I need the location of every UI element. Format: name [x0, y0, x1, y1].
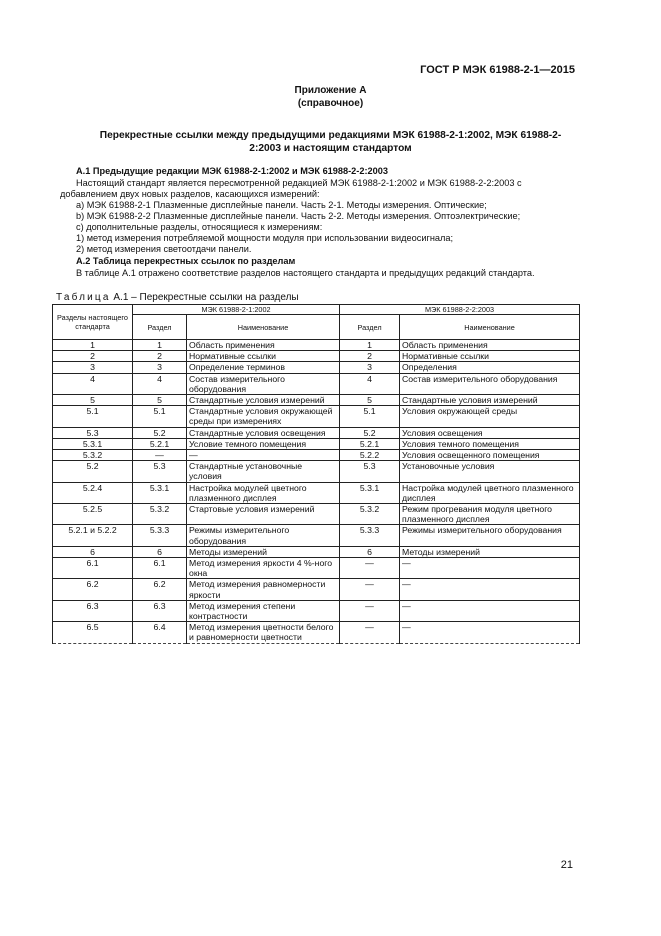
cell-current-section: 5.3.2 — [53, 450, 133, 461]
cell-name-2003: — — [400, 579, 580, 600]
cell-section-2002: 5.2.1 — [133, 438, 187, 449]
cell-section-2003: 5.3.2 — [340, 504, 400, 525]
cell-section-2002: 5.3.1 — [133, 482, 187, 503]
cell-current-section: 5.3 — [53, 427, 133, 438]
cell-section-2003: 6 — [340, 546, 400, 557]
cell-section-2003: 5.2.1 — [340, 438, 400, 449]
table-row — [53, 600, 580, 621]
cell-current-section: 5.3.1 — [53, 438, 133, 449]
cell-name-2002: — — [187, 450, 340, 461]
cell-section-2002: 6.4 — [133, 622, 187, 643]
header-name: Наименование — [187, 315, 340, 340]
table-row — [53, 525, 580, 546]
cell-section-2003: 2 — [340, 351, 400, 362]
cell-section-2003: 1 — [340, 340, 400, 351]
cell-name-2003: Условия окружающей среды — [400, 406, 580, 427]
cell-name-2002: Нормативные ссылки — [187, 351, 340, 362]
table-row — [53, 546, 580, 557]
table-row — [53, 438, 580, 449]
cell-name-2002: Стандартные условия освещения — [187, 427, 340, 438]
cell-section-2003: 5 — [340, 395, 400, 406]
list-item: 1) метод измерения потребляемой мощности модуля при использовании видеосигнала; — [76, 233, 454, 243]
table-row — [53, 373, 580, 394]
paragraph-line: добавлением двух новых разделов, касающихся измерений: — [60, 189, 320, 199]
cell-section-2003: — — [340, 579, 400, 600]
list-item: 2) метод измерения светоотдачи панели. — [76, 244, 252, 254]
paragraph-line: Настоящий стандарт является пересмотренной редакцией МЭК 61988-2-1:2002 и МЭК 61988-2-2:2003 с — [76, 178, 522, 188]
cell-name-2002: Метод измерения яркости 4 %-ного окна — [187, 558, 340, 579]
page-title-line: 2:2003 и настоящим стандартом — [249, 143, 412, 154]
cell-current-section: 6.1 — [53, 558, 133, 579]
table-row — [53, 427, 580, 438]
document-code: ГОСТ Р МЭК 61988-2-1—2015 — [420, 64, 575, 76]
cell-current-section: 5.2.4 — [53, 482, 133, 503]
table-header-row — [53, 305, 580, 315]
cell-name-2002: Методы измерений — [187, 546, 340, 557]
header-current-sections: Разделы настоящего стандарта — [53, 305, 133, 340]
cell-current-section: 1 — [53, 340, 133, 351]
cell-section-2003: 3 — [340, 362, 400, 373]
cell-section-2003: 5.3.1 — [340, 482, 400, 503]
paragraph-line: В таблице А.1 отражено соответствие разделов настоящего стандарта и предыдущих редакций стандарта. — [76, 268, 535, 278]
cell-name-2002: Стандартные условия измерений — [187, 395, 340, 406]
cell-current-section: 6.3 — [53, 600, 133, 621]
table-row — [53, 622, 580, 643]
cell-section-2002: — — [133, 450, 187, 461]
table-row — [53, 340, 580, 351]
table-row — [53, 461, 580, 482]
cross-reference-table — [52, 304, 580, 644]
page-title-line: Перекрестные ссылки между предыдущими редакциями МЭК 61988-2-1:2002, МЭК 61988-2- — [99, 130, 562, 141]
header-group-2002: МЭК 61988-2-1:2002 — [133, 305, 340, 315]
header-section: Раздел — [340, 315, 400, 340]
cell-current-section: 5.2.5 — [53, 504, 133, 525]
cell-name-2003: Режимы измерительного оборудования — [400, 525, 580, 546]
table-row — [53, 395, 580, 406]
cell-name-2003: Определения — [400, 362, 580, 373]
table-row — [53, 482, 580, 503]
table-caption-text: А.1 – Перекрестные ссылки на разделы — [113, 292, 299, 303]
cell-section-2003: 4 — [340, 373, 400, 394]
cell-section-2002: 5.3 — [133, 461, 187, 482]
table-row — [53, 504, 580, 525]
appendix-title: Приложение А — [294, 85, 367, 96]
cell-section-2002: 3 — [133, 362, 187, 373]
cell-current-section: 4 — [53, 373, 133, 394]
cell-name-2002: Метод измерения равномерности яркости — [187, 579, 340, 600]
cell-section-2002: 2 — [133, 351, 187, 362]
table-subheader-row — [53, 315, 580, 340]
appendix-subtitle: (справочное) — [297, 98, 364, 109]
table-row — [53, 351, 580, 362]
table-row — [53, 406, 580, 427]
cell-name-2003: — — [400, 600, 580, 621]
table-row — [53, 579, 580, 600]
cell-name-2002: Настройка модулей цветного плазменного дисплея — [187, 482, 340, 503]
table-row — [53, 450, 580, 461]
cell-current-section: 5.2.1 и 5.2.2 — [53, 525, 133, 546]
cell-name-2002: Стартовые условия измерений — [187, 504, 340, 525]
cell-name-2003: Методы измерений — [400, 546, 580, 557]
cell-section-2002: 1 — [133, 340, 187, 351]
cell-section-2003: — — [340, 558, 400, 579]
cell-section-2002: 6.3 — [133, 600, 187, 621]
cell-section-2003: 5.2 — [340, 427, 400, 438]
cell-current-section: 6.5 — [53, 622, 133, 643]
cell-section-2003: 5.1 — [340, 406, 400, 427]
section-a1-heading: А.1 Предыдущие редакции МЭК 61988-2-1:2002 и МЭК 61988-2-2:2003 — [76, 166, 388, 176]
cell-section-2003: 5.3.3 — [340, 525, 400, 546]
cell-name-2002: Состав измерительного оборудования — [187, 373, 340, 394]
cell-current-section: 3 — [53, 362, 133, 373]
cell-current-section: 5.1 — [53, 406, 133, 427]
cell-name-2003: Состав измерительного оборудования — [400, 373, 580, 394]
cell-name-2002: Условие темного помещения — [187, 438, 340, 449]
cell-section-2003: 5.2.2 — [340, 450, 400, 461]
table-row — [53, 362, 580, 373]
cell-section-2003: — — [340, 622, 400, 643]
header-group-2003: МЭК 61988-2-2:2003 — [340, 305, 580, 315]
page-number: 21 — [560, 859, 573, 871]
cell-section-2002: 6.1 — [133, 558, 187, 579]
section-a2-heading: А.2 Таблица перекрестных ссылок по разделам — [76, 256, 296, 266]
page-title — [60, 129, 601, 155]
cell-name-2002: Область применения — [187, 340, 340, 351]
cell-section-2002: 6.2 — [133, 579, 187, 600]
list-item: c) дополнительные разделы, относящиеся к измерениям: — [76, 222, 323, 232]
cell-section-2003: — — [340, 600, 400, 621]
appendix-heading — [0, 84, 661, 110]
cell-name-2003: Установочные условия — [400, 461, 580, 482]
cell-current-section: 5 — [53, 395, 133, 406]
cell-section-2002: 5.1 — [133, 406, 187, 427]
cell-section-2002: 5.2 — [133, 427, 187, 438]
cell-section-2002: 5 — [133, 395, 187, 406]
header-name: Наименование — [400, 315, 580, 340]
cell-section-2002: 4 — [133, 373, 187, 394]
list-item: b) МЭК 61988-2-2 Плазменные дисплейные панели. Часть 2-2. Методы измерения. Оптоэлектрические; — [76, 211, 521, 221]
cell-name-2003: Условия темного помещения — [400, 438, 580, 449]
cell-current-section: 5.2 — [53, 461, 133, 482]
cell-current-section: 6 — [53, 546, 133, 557]
cell-name-2002: Метод измерения степени контрастности — [187, 600, 340, 621]
list-item: a) МЭК 61988-2-1 Плазменные дисплейные панели. Часть 2-1. Методы измерения. Оптические; — [76, 200, 487, 210]
cell-current-section: 2 — [53, 351, 133, 362]
cell-name-2002: Определение терминов — [187, 362, 340, 373]
cell-name-2003: — — [400, 622, 580, 643]
cell-name-2003: Режим прогревания модуля цветного плазменного дисплея — [400, 504, 580, 525]
cell-name-2002: Стандартные условия окружающей среды при измерениях — [187, 406, 340, 427]
cell-name-2003: Нормативные ссылки — [400, 351, 580, 362]
cell-current-section: 6.2 — [53, 579, 133, 600]
cell-name-2003: Настройка модулей цветного плазменного дисплея — [400, 482, 580, 503]
cell-name-2002: Режимы измерительного оборудования — [187, 525, 340, 546]
cell-section-2002: 5.3.3 — [133, 525, 187, 546]
cell-name-2003: Стандартные условия измерений — [400, 395, 580, 406]
cell-section-2002: 5.3.2 — [133, 504, 187, 525]
cell-section-2003: 5.3 — [340, 461, 400, 482]
table-row — [53, 558, 580, 579]
cell-name-2003: Условия освещенного помещения — [400, 450, 580, 461]
table-caption-word: Таблица — [56, 292, 111, 303]
cell-name-2003: Условия освещения — [400, 427, 580, 438]
table-caption — [56, 292, 299, 304]
cell-section-2002: 6 — [133, 546, 187, 557]
header-section: Раздел — [133, 315, 187, 340]
cell-name-2003: Область применения — [400, 340, 580, 351]
cell-name-2002: Метод измерения цветности белого и равномерности цветности — [187, 622, 340, 643]
cell-name-2003: — — [400, 558, 580, 579]
cell-name-2002: Стандартные установочные условия — [187, 461, 340, 482]
